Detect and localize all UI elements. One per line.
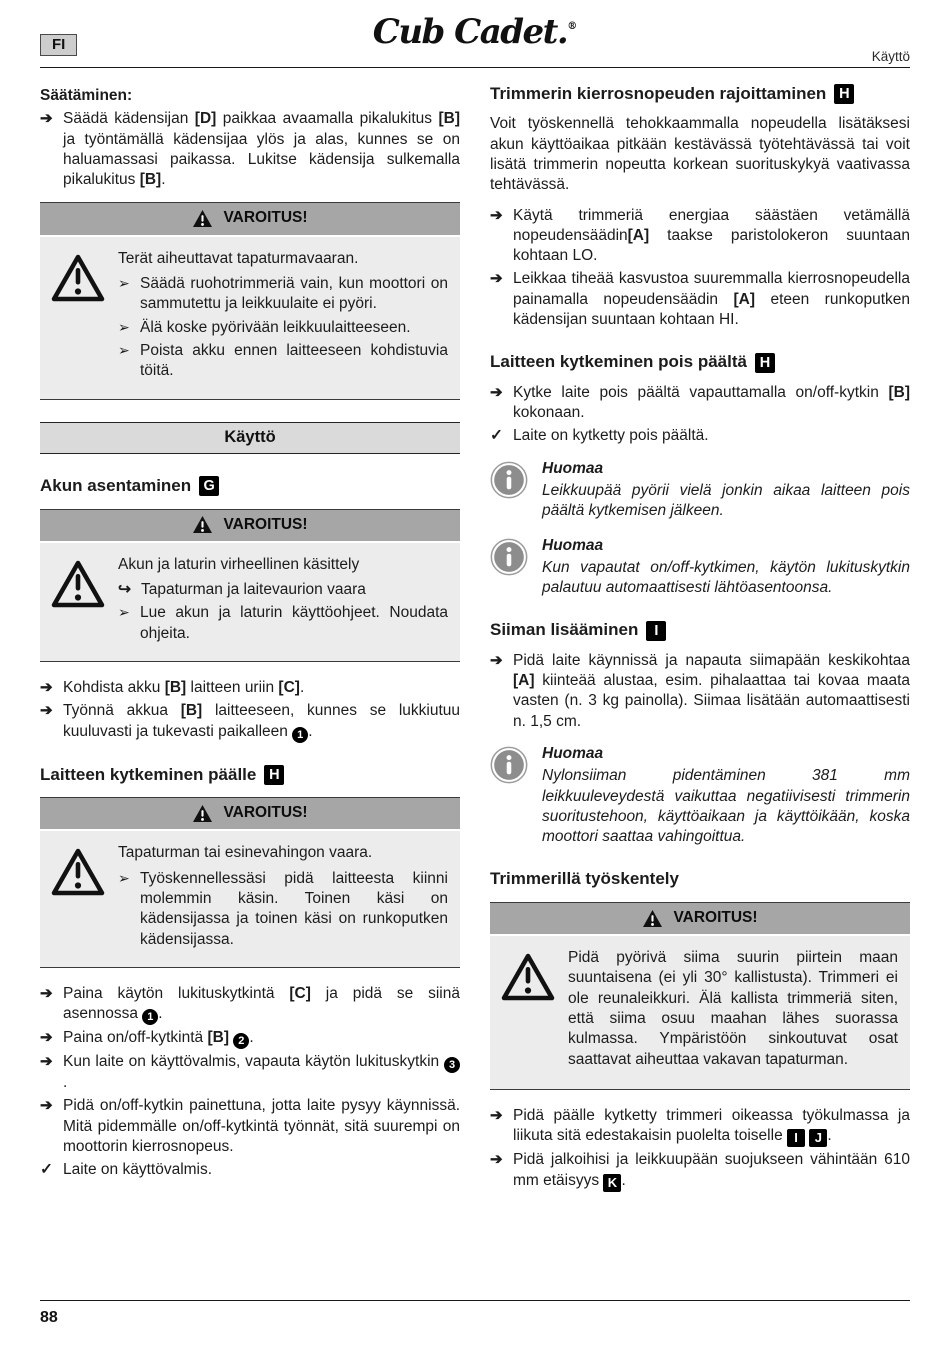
section-bar-usage: Käyttö xyxy=(40,422,460,455)
list-item-text: Säädä kädensijan [D] paikkaa avaamalla pikalukitus [B] ja työntämällä kädensijaa ylös ja alas, kunnes se on haluamassasi paikassa. Lukitse kädensija sulkemalla pikalukitus [B]. xyxy=(63,110,461,189)
info-icon xyxy=(490,459,530,522)
list-item-text: Laite on kytketty pois päältä. xyxy=(513,427,709,445)
arrow-bullet-icon: ➔ xyxy=(490,270,503,288)
note-title: Huomaa xyxy=(542,459,604,477)
result-item xyxy=(40,1160,460,1180)
note-text: Leikkuupää pyörii vielä jonkin aikaa laitteen pois päältä kytkemisen jälkeen. xyxy=(542,481,910,520)
warning-header xyxy=(40,203,460,234)
list-item-text: Työnnä akkua [B] laitteeseen, kunnes se lukkiutuu kuuluvasti ja tukevasti paikalleen 1 . xyxy=(63,702,461,741)
note-body xyxy=(542,536,910,599)
warning-box-adjusting xyxy=(40,202,460,399)
consequence-item xyxy=(118,580,448,600)
page-header xyxy=(40,12,910,68)
list-item xyxy=(490,269,910,330)
page-number: 88 xyxy=(40,1309,58,1326)
left-column xyxy=(40,84,460,1184)
list-item xyxy=(40,984,460,1025)
figure-ref-key: I xyxy=(646,621,666,641)
heading-adjusting: Säätäminen: xyxy=(40,87,133,104)
list-item xyxy=(40,701,460,742)
warning-intro: Akun ja laturin virheellinen käsittely xyxy=(118,555,360,573)
right-column xyxy=(490,84,910,1195)
note-block xyxy=(490,744,910,847)
warning-title: VAROITUS! xyxy=(673,908,758,926)
list-item-text: Lue akun ja laturin käyttöohjeet. Noudata ohjeita. xyxy=(140,604,448,642)
list-item-text: Paina on/off-kytkintä [B] 2 . xyxy=(63,1029,254,1048)
arrow-bullet-icon: ➔ xyxy=(40,679,53,697)
note-block xyxy=(490,459,910,522)
warning-triangle-icon xyxy=(192,209,213,228)
list-item-text: Kun laite on käyttövalmis, vapauta käytön lukituskytkin 3. xyxy=(63,1052,460,1093)
list-item xyxy=(118,274,448,315)
heading-text: Siiman lisääminen xyxy=(490,620,639,640)
sub-bullet-icon: ➢ xyxy=(118,275,130,292)
info-icon xyxy=(490,744,530,847)
warning-title: VAROITUS! xyxy=(223,804,308,822)
arrow-bullet-icon: ➔ xyxy=(490,651,503,669)
heading-text: Laitteen kytkeminen pois päältä xyxy=(490,352,747,372)
note-text: Kun vapautat on/off-kytkimen, käytön lukituskytkin palautuu automaattisesti lähtöasentoonsa. xyxy=(542,558,910,597)
note-body xyxy=(542,459,910,522)
arrow-bullet-icon: ➔ xyxy=(490,1151,503,1169)
heading-battery-install xyxy=(40,476,460,496)
list-item xyxy=(490,206,910,267)
arrow-bullet-icon: ➔ xyxy=(40,1053,53,1071)
list-item-text: Työskennellessäsi pidä laitteesta kiinni molemmin käsin. Toinen käsi on kädensijassa ja toinen käsi on runkoputken kädensijassa. xyxy=(140,869,448,948)
arrow-bullet-icon: ➔ xyxy=(490,1106,503,1124)
list-item xyxy=(118,318,448,338)
figure-ref-key: G xyxy=(199,476,219,496)
arrow-bullet-icon: ➔ xyxy=(40,984,53,1002)
heading-text: Akun asentaminen xyxy=(40,476,192,496)
two-column-layout xyxy=(40,84,910,1300)
warning-title: VAROITUS! xyxy=(223,209,308,227)
heading-switch-off xyxy=(490,352,910,372)
warning-intro: Tapaturman tai esinevahingon vaara. xyxy=(118,844,373,862)
warning-body xyxy=(40,829,460,966)
list-item xyxy=(40,1052,460,1093)
list-item-text: Pidä laite käynnissä ja napauta siimapään keskikohtaa [A] kiinteää alustaa, esim. pihalaattaa tai kovaa maata vasten (n. 3 kg painolla). Siimaa lisätään automaattisesti n. 1,5 cm. xyxy=(513,651,910,730)
arrow-bullet-icon: ➔ xyxy=(40,110,53,128)
hazard-triangle-icon xyxy=(496,948,560,1075)
info-icon xyxy=(490,536,530,599)
arrow-bullet-icon: ➔ xyxy=(40,1097,53,1115)
sub-bullet-icon: ➢ xyxy=(118,604,130,621)
check-bullet-icon: ✓ xyxy=(490,427,503,445)
list-item-text: Käytä trimmeriä energiaa säästäen vetämällä nopeudensäädin[A] taakse paristolokeron suuntaan kohtaan LO. xyxy=(513,206,910,265)
list-item-text: Älä koske pyörivään leikkuulaitteeseen. xyxy=(140,318,411,336)
warning-box-switch-on xyxy=(40,797,460,968)
page-footer xyxy=(40,1300,910,1327)
heading-text: Trimmerillä työskentely xyxy=(490,869,679,889)
warning-content xyxy=(568,948,898,1075)
list-item xyxy=(40,1028,460,1049)
hazard-triangle-icon xyxy=(46,555,110,647)
list-item-text: Kohdista akku [B] laitteen uriin [C]. xyxy=(63,679,305,697)
arrow-bullet-icon: ➔ xyxy=(490,383,503,401)
hazard-triangle-icon xyxy=(46,249,110,385)
warning-body xyxy=(490,934,910,1089)
figure-ref-key: H xyxy=(264,765,284,785)
consequence-arrow-icon: ↪ xyxy=(118,581,131,599)
list-item xyxy=(490,383,910,424)
list-item-text: Leikkaa tiheää kasvustoa suuremmalla kierrosnopeudella painamalla nopeudensäädin [A] eteen runkoputken kädensijan suuntaan kohtaan HI. xyxy=(513,270,910,329)
warning-box-working xyxy=(490,902,910,1090)
running-header-section: Käyttö xyxy=(871,49,910,64)
note-title: Huomaa xyxy=(542,536,604,554)
warning-content xyxy=(118,555,448,647)
list-item-text: Pidä päälle kytketty trimmeri oikeassa työkulmassa ja liikuta sitä edestakaisin puolelta toiselle I J . xyxy=(513,1106,910,1146)
check-bullet-icon: ✓ xyxy=(40,1161,53,1179)
figure-ref-key: H xyxy=(834,84,854,104)
registered-trademark-icon: ® xyxy=(567,21,578,32)
warning-body xyxy=(40,541,460,661)
language-badge: FI xyxy=(40,34,77,56)
body-paragraph: Voit työskennellä tehokkaammalla nopeudella lisätäksesi akun käyttöaikaa pitkään kestävässä työtehtävässä tai voit lisätä trimmerin nopeutta korkean suorituskykyä vaativassa tehtävässä. xyxy=(490,115,910,194)
note-body xyxy=(542,744,910,847)
list-item xyxy=(40,1096,460,1157)
figure-ref-key: H xyxy=(755,353,775,373)
note-title: Huomaa xyxy=(542,745,604,762)
list-item xyxy=(490,1106,910,1147)
warning-triangle-icon xyxy=(192,804,213,823)
list-item xyxy=(490,651,910,732)
brand-logo xyxy=(373,12,577,52)
note-text: Nylonsiiman pidentäminen 381 mm leikkuuleveydestä vaikuttaa negatiivisesti trimmerin suoritustehoon, käyttöaikaan ja käyttöikään, koska moottori saattaa vahingoittua. xyxy=(542,767,910,846)
list-item-text: Säädä ruohotrimmeriä vain, kun moottori on sammutettu ja leikkuulaite ei pyöri. xyxy=(140,275,448,313)
result-item xyxy=(490,426,910,446)
warning-intro: Pidä pyörivä siima suurin piirtein maan suuntaisena (ei yli 30° kallistusta). Trimmeri ei ole reunaleikkuri. Älä kallista trimmeriä siten, että siima osuu maahan lähes suorassa kulmassa. Ympäristöön sinkoutuvat osat saattavat aiheuttaa vakavan tapaturman. xyxy=(568,949,898,1068)
list-item xyxy=(118,869,448,950)
brand-logo-text: Cub Cadet. xyxy=(372,12,568,52)
list-item xyxy=(40,109,460,190)
list-item-text: Kytke laite pois päältä vapauttamalla on/off-kytkin [B] kokonaan. xyxy=(513,383,910,422)
heading-speed-limit xyxy=(490,84,910,104)
warning-triangle-icon xyxy=(642,909,663,928)
warning-intro: Terät aiheuttavat tapaturmavaaran. xyxy=(118,249,359,267)
hazard-triangle-icon xyxy=(46,843,110,952)
list-item-text: Tapaturman ja laitevaurion vaara xyxy=(141,581,366,599)
list-item-text: Pidä jalkoihisi ja leikkuupään suojukseen vähintään 610 mm etäisyys K . xyxy=(513,1151,910,1190)
warning-header xyxy=(40,510,460,541)
list-item-text: Laite on käyttövalmis. xyxy=(63,1161,213,1179)
heading-working-with-trimmer xyxy=(490,869,910,889)
heading-text: Trimmerin kierrosnopeuden rajoittaminen xyxy=(490,84,827,103)
list-item xyxy=(490,1150,910,1191)
sub-bullet-icon: ➢ xyxy=(118,869,130,886)
arrow-bullet-icon: ➔ xyxy=(40,702,53,720)
warning-header xyxy=(40,798,460,829)
heading-text: Laitteen kytkeminen päälle xyxy=(40,764,257,784)
sub-bullet-icon: ➢ xyxy=(118,318,130,335)
warning-header xyxy=(490,903,910,934)
heading-switch-on xyxy=(40,765,460,785)
arrow-bullet-icon: ➔ xyxy=(490,206,503,224)
list-item xyxy=(118,603,448,644)
note-block xyxy=(490,536,910,599)
warning-triangle-icon xyxy=(192,515,213,534)
list-item xyxy=(40,678,460,698)
list-item-text: Poista akku ennen laitteeseen kohdistuvia töitä. xyxy=(140,341,448,380)
warning-body xyxy=(40,235,460,399)
warning-content xyxy=(118,843,448,952)
warning-box-battery xyxy=(40,509,460,662)
warning-title: VAROITUS! xyxy=(223,515,308,533)
list-item-text: Paina käytön lukituskytkintä [C] ja pidä se siinä asennossa 1 . xyxy=(63,984,460,1024)
sub-bullet-icon: ➢ xyxy=(118,341,130,358)
list-item-text: Pidä on/off-kytkin painettuna, jotta laite pysyy käynnissä. Mitä pidemmälle on/off-kytkintä työnnät, sitä suurempi on moottorin kierrosnopeus. xyxy=(63,1097,460,1155)
arrow-bullet-icon: ➔ xyxy=(40,1029,53,1047)
list-item xyxy=(118,341,448,382)
warning-content xyxy=(118,249,448,385)
heading-line-feed xyxy=(490,620,910,640)
